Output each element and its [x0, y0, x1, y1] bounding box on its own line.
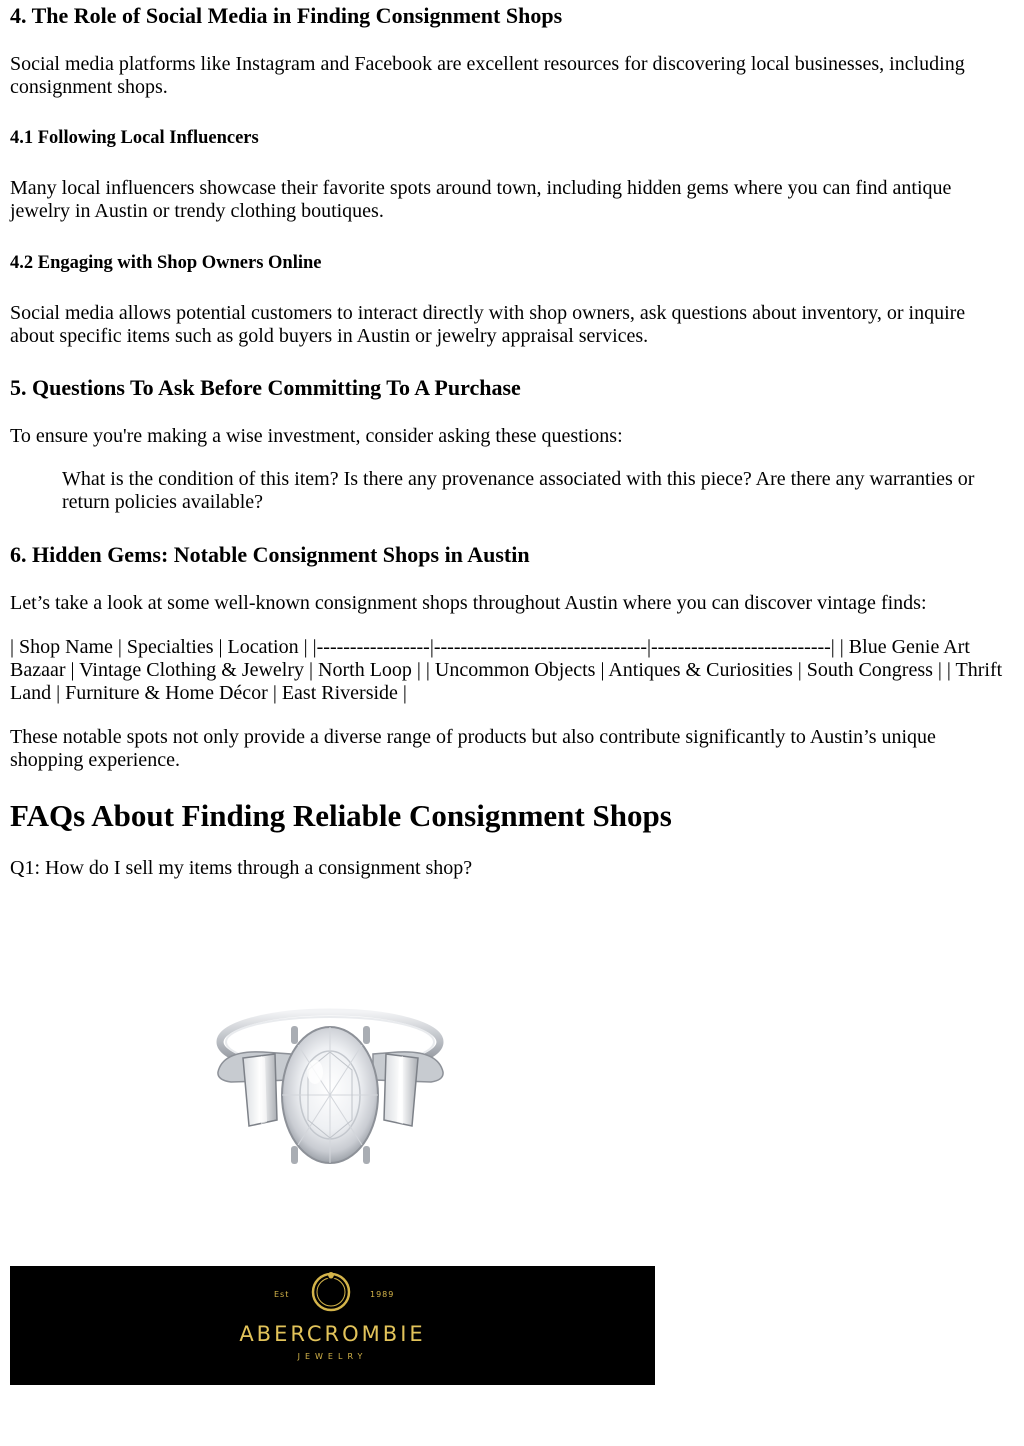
- banner-year-label: 1989: [370, 1290, 395, 1299]
- section-6-closing: These notable spots not only provide a diverse range of products but also contribute significantly to Austin’s unique shopping experience.: [10, 726, 936, 771]
- serpent-logo-icon: [309, 1270, 353, 1314]
- shops-table-text: | Shop Name | Specialties | Location | |-----------------|--------------------------------|---------------------------| | Blue Genie Art Bazaar | Vintage Clothing & Jewelry | North Loop | | Uncommon Objects | Antiques & Curiosities | South Congress | | Thrift Land | Furniture & Home Décor | East Riverside |: [10, 636, 1003, 704]
- section-5-body: To ensure you're making a wise investment, consider asking these questions:: [10, 425, 623, 447]
- section-4-2-heading: 4.2 Engaging with Shop Owners Online: [10, 253, 322, 273]
- abercrombie-jewelry-banner: [10, 1266, 655, 1385]
- faq-question-1: Q1: How do I sell my items through a consignment shop?: [10, 857, 473, 879]
- banner-brand-name: ABERCROMBIE: [239, 1322, 426, 1346]
- section-4-2-body: Social media allows potential customers to interact directly with shop owners, ask questions about inventory, or inquire about specific items such as gold buyers in Austin or jewelry appraisal services.: [10, 302, 966, 347]
- section-4-1-heading: 4.1 Following Local Influencers: [10, 128, 259, 148]
- faq-heading: FAQs About Finding Reliable Consignment Shops: [10, 798, 672, 833]
- banner-est-label: Est: [274, 1290, 290, 1299]
- section-4-heading: 4. The Role of Social Media in Finding Consignment Shops: [10, 3, 563, 28]
- section-4-1-body: Many local influencers showcase their favorite spots around town, including hidden gems where you can find antique jewelry in Austin or trendy clothing boutiques.: [10, 177, 952, 222]
- section-6-body: Let’s take a look at some well-known consignment shops throughout Austin where you can discover vintage finds:: [10, 592, 927, 614]
- section-4-body: Social media platforms like Instagram and Facebook are excellent resources for discovering local businesses, including consignment shops.: [10, 53, 965, 98]
- diamond-ring-illustration: [203, 1000, 458, 1180]
- section-5-questions: What is the condition of this item? Is there any provenance associated with this piece? Are there any warranties or return policies available?: [62, 468, 975, 513]
- ring-image: [203, 1000, 458, 1180]
- banner-sub-name: JEWELRY: [297, 1352, 368, 1361]
- section-6-heading: 6. Hidden Gems: Notable Consignment Shops in Austin: [10, 542, 530, 567]
- section-5-heading: 5. Questions To Ask Before Committing To A Purchase: [10, 375, 521, 400]
